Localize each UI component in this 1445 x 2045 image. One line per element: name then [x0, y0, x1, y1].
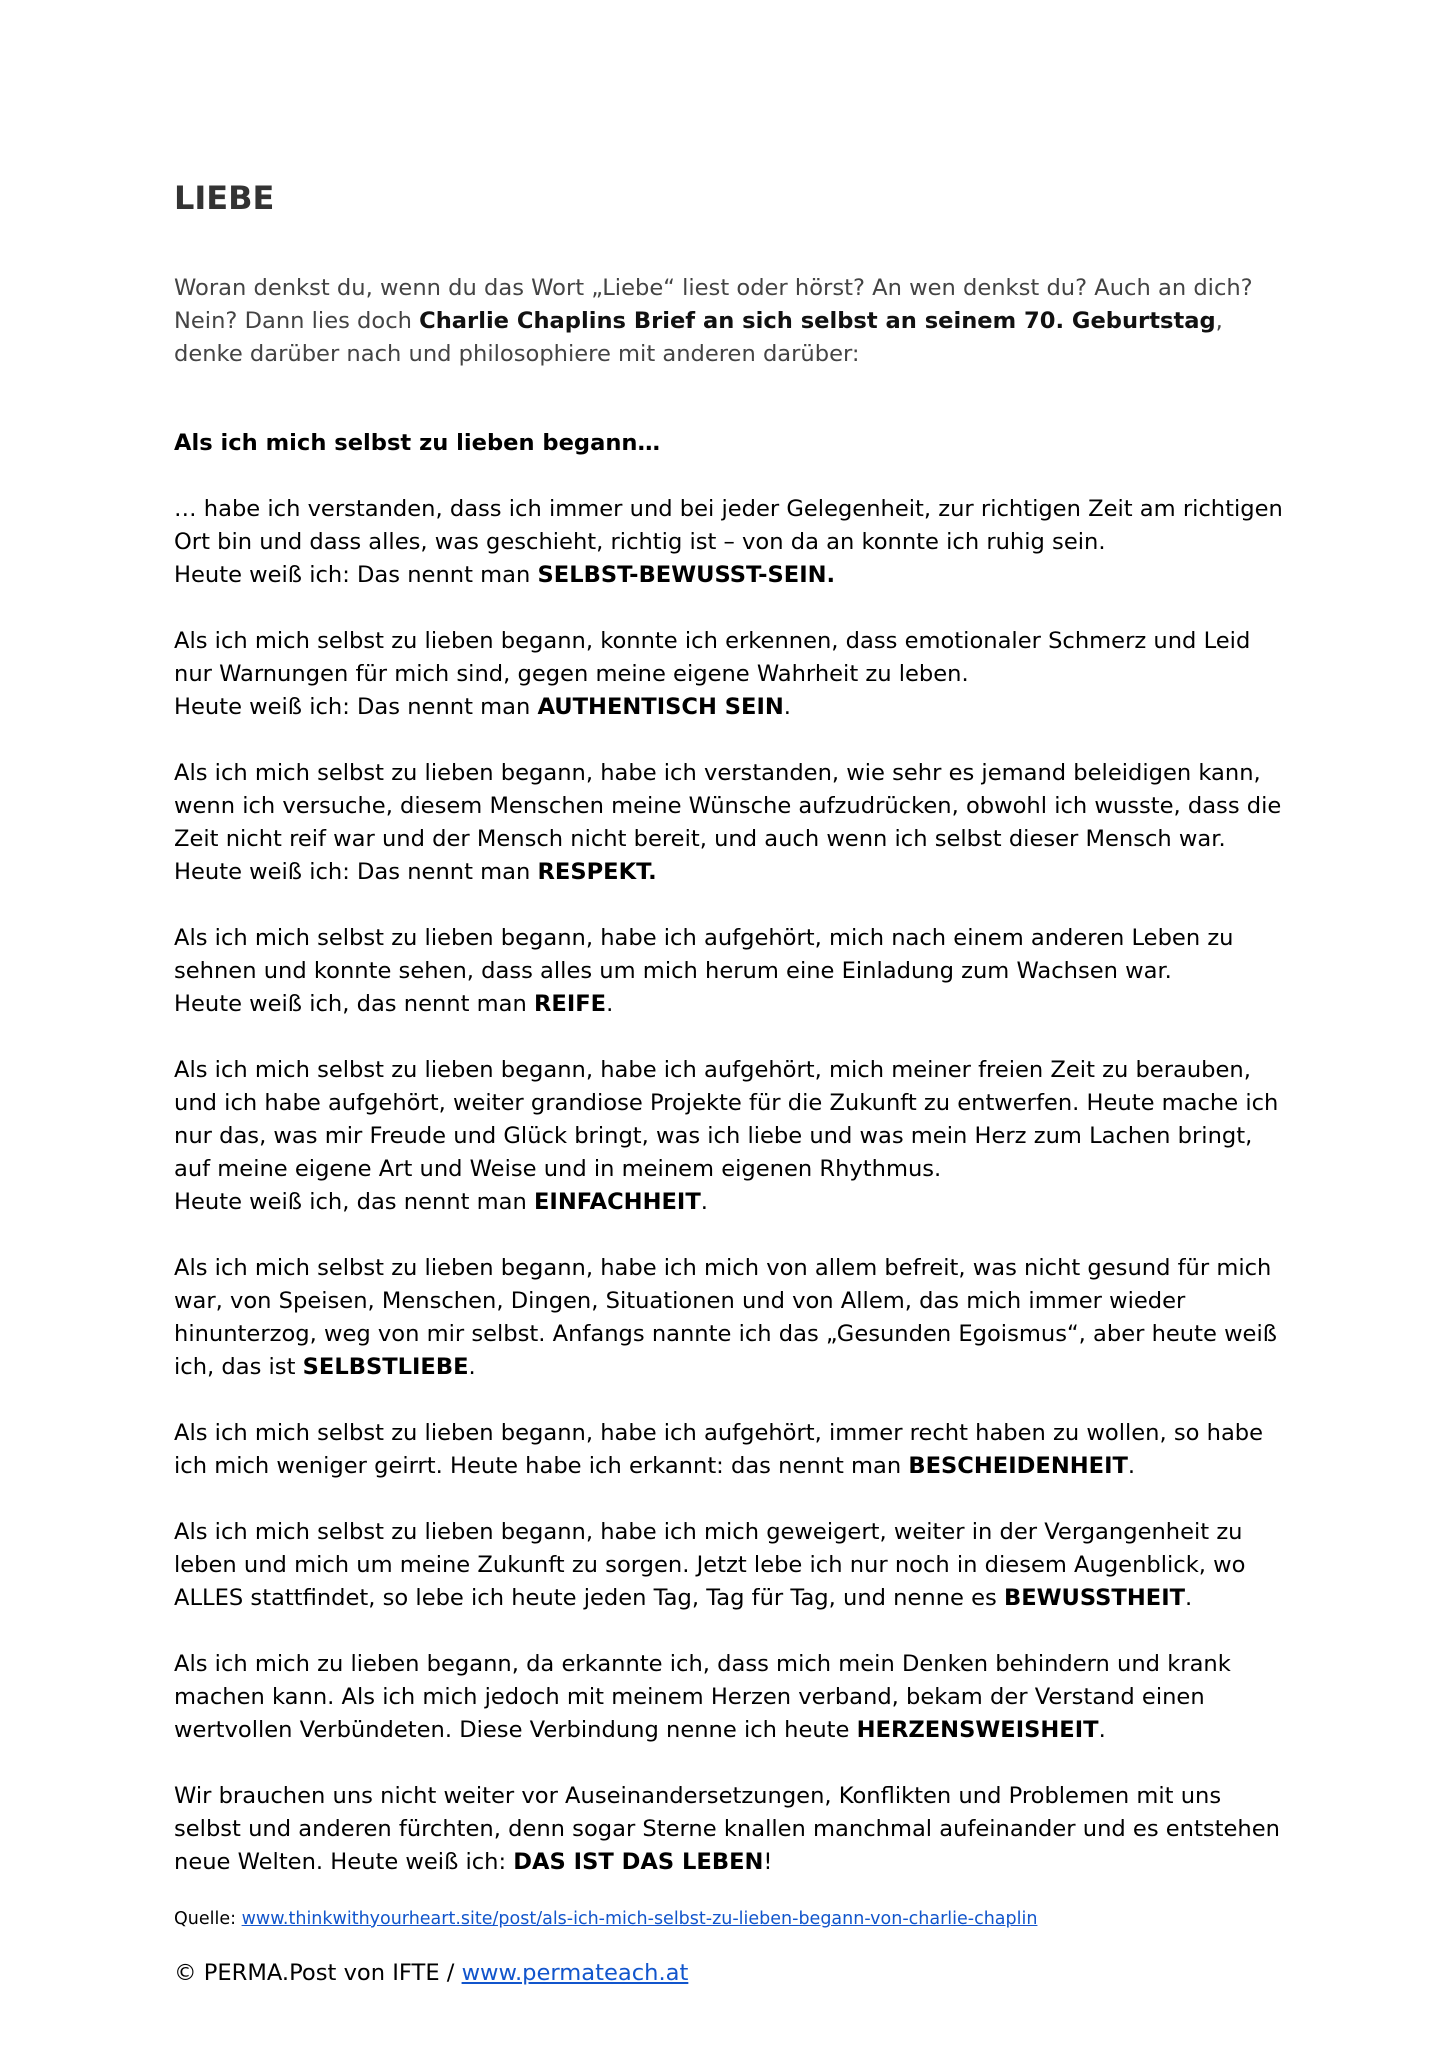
paragraph-suffix: . [468, 1354, 476, 1380]
paragraph-keyword: DAS IST DAS LEBEN [513, 1849, 764, 1875]
paragraph-prefix: Heute weiß ich: Das nennt man [174, 694, 538, 720]
poem-paragraph [174, 1252, 1295, 1384]
poem-paragraphs [174, 493, 1295, 1879]
paragraph-prefix: Als ich mich selbst zu lieben begann, habe ich mich geweigert, weiter in der Vergangenheit zu leben und mich um meine Zukunft zu sorgen. Jetzt lebe ich nur noch in diesem Augenblick, wo ALLES stattfindet, so lebe ich heute jeden Tag, Tag für Tag, und nenne es [174, 1519, 1246, 1611]
paragraph-text: Als ich mich selbst zu lieben begann, habe ich aufgehört, mich nach einem anderen Leben zu sehnen und konnte sehen, dass alles um mich herum eine Einladung zum Wachsen war. [174, 925, 1234, 984]
intro-text-1: Woran denkst du, wenn du das Wort „Liebe“ liest oder hörst? An wen denkst du? Auch an dich? Nein? Dann lies doch [174, 275, 1253, 334]
paragraph-prefix: Heute weiß ich, das nennt man [174, 991, 534, 1017]
paragraph-prefix: Heute weiß ich, das nennt man [174, 1189, 534, 1215]
paragraph-suffix: . [1185, 1585, 1193, 1611]
poem-paragraph [174, 922, 1295, 1021]
poem-paragraph [174, 1417, 1295, 1483]
paragraph-keyword: SELBSTLIEBE [302, 1354, 469, 1380]
intro-bold-title: Charlie Chaplins Brief an sich selbst an seinem 70. Geburtstag [419, 308, 1216, 334]
poem-paragraph [174, 625, 1295, 724]
paragraph-text: … habe ich verstanden, dass ich immer und bei jeder Gelegenheit, zur richtigen Zeit am richtigen Ort bin und dass alles, was geschieht, richtig ist – von da an konnte ich ruhig sein. [174, 496, 1283, 555]
poem-paragraph [174, 493, 1295, 592]
page-title: LIEBE [174, 179, 275, 217]
paragraph-keyword: REIFE [534, 991, 607, 1017]
footer-text: © PERMA.Post von IFTE / [174, 1960, 462, 1986]
source-line [174, 1907, 1295, 1931]
paragraph-suffix: . [1098, 1717, 1106, 1743]
source-link[interactable]: www.thinkwithyourheart.site/post/als-ich-mich-selbst-zu-lieben-begann-von-charlie-chaplin [241, 1909, 1038, 1929]
poem-paragraph [174, 1516, 1295, 1615]
paragraph-prefix: Heute weiß ich: Das nennt man [174, 859, 538, 885]
paragraph-prefix: Als ich mich selbst zu lieben begann, habe ich aufgehört, immer recht haben zu wollen, so habe ich mich weniger geirrt. Heute habe ich erkannt: das nennt man [174, 1420, 1264, 1479]
paragraph-keyword: RESPEKT. [537, 859, 657, 885]
paragraph-text: Als ich mich selbst zu lieben begann, konnte ich erkennen, dass emotionaler Schmerz und Leid nur Warnungen für mich sind, gegen meine eigene Wahrheit zu leben. [174, 628, 1251, 687]
paragraph-keyword: BEWUSSTHEIT [1003, 1585, 1186, 1611]
paragraph-suffix: . [1127, 1453, 1136, 1479]
paragraph-prefix: Als ich mich zu lieben begann, da erkannte ich, dass mich mein Denken behindern und krank machen kann. Als ich mich jedoch mit meinem Herzen verband, bekam der Verstand einen wertvollen Verbündeten. Diese Verbindung nenne ich heute [174, 1651, 1231, 1743]
paragraph-keyword: SELBST-BEWUSST-SEIN. [537, 562, 836, 588]
intro-text-2: , denke darüber nach und philosophiere mit anderen darüber: [174, 308, 1223, 367]
paragraph-suffix: . [700, 1189, 708, 1215]
poem-paragraph [174, 1648, 1295, 1747]
footer-link[interactable]: www.permateach.at [461, 1960, 689, 1986]
intro-paragraph [174, 272, 1295, 371]
paragraph-text: Als ich mich selbst zu lieben begann, habe ich verstanden, wie sehr es jemand beleidigen kann, wenn ich versuche, diesem Menschen meine Wünsche aufzudrücken, obwohl ich wusste, dass die Zeit nicht reif war und der Mensch nicht bereit, und auch wenn ich selbst dieser Mensch war. [174, 760, 1282, 852]
source-label: Quelle: [174, 1909, 242, 1929]
footer-copyright [174, 1957, 1295, 1990]
paragraph-text: Als ich mich selbst zu lieben begann, habe ich aufgehört, mich meiner freien Zeit zu berauben, und ich habe aufgehört, weiter grandiose Projekte für die Zukunft zu entwerfen. Heute mache ich nur das, was mir Freude und Glück bringt, was ich liebe und was mein Herz zum Lachen bringt, auf meine eigene Art und Weise und in meinem eigenen Rhythmus. [174, 1057, 1279, 1182]
paragraph-keyword: BESCHEIDENHEIT [908, 1453, 1128, 1479]
paragraph-keyword: EINFACHHEIT [534, 1189, 701, 1215]
paragraph-prefix: Heute weiß ich: Das nennt man [174, 562, 538, 588]
paragraph-keyword: HERZENSWEISHEIT [856, 1717, 1099, 1743]
poem-paragraph [174, 1780, 1295, 1879]
paragraph-keyword: AUTHENTISCH SEIN [537, 694, 784, 720]
poem-paragraph [174, 1054, 1295, 1219]
paragraph-suffix: . [606, 991, 614, 1017]
paragraph-suffix: ! [763, 1849, 773, 1875]
paragraph-prefix: Als ich mich selbst zu lieben begann, habe ich mich von allem befreit, was nicht gesund für mich war, von Speisen, Menschen, Dingen, Situationen und von Allem, das mich immer wieder hinunterzog, weg von mir selbst. Anfangs nannte ich das „Gesunden Egoismus“, aber heute weiß ich, das ist [174, 1255, 1277, 1380]
paragraph-suffix: . [783, 694, 791, 720]
paragraph-prefix: Wir brauchen uns nicht weiter vor Auseinandersetzungen, Konflikten und Problemen mit uns selbst und anderen fürchten, denn sogar Sterne knallen manchmal aufeinander und es entstehen neue Welten. Heute weiß ich: [174, 1783, 1280, 1875]
poem-subhead: Als ich mich selbst zu lieben begann… [174, 430, 661, 456]
poem-paragraph [174, 757, 1295, 889]
